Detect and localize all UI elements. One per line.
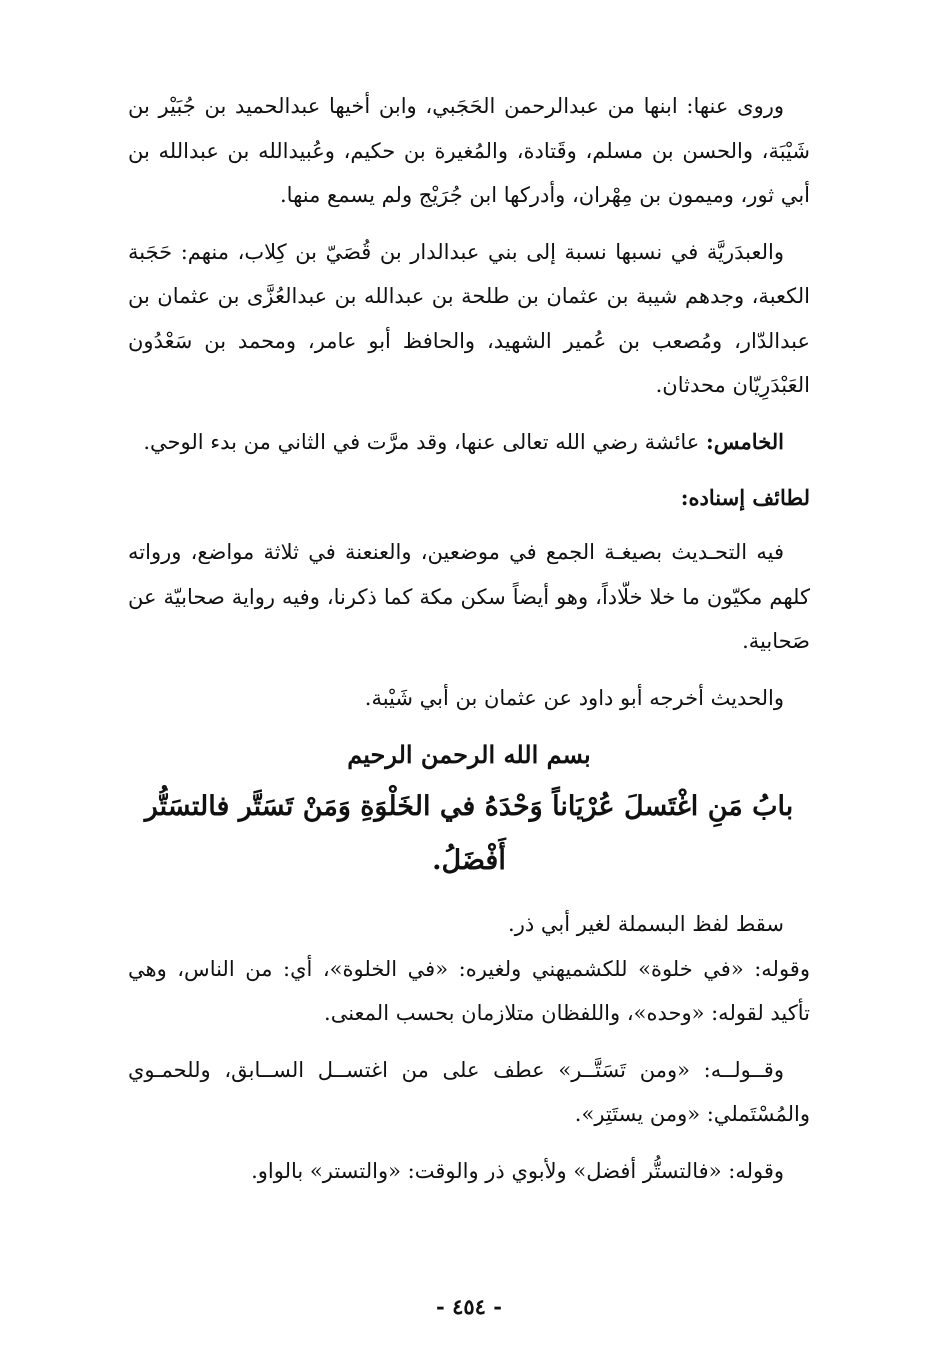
paragraph-isnad-notes: فيه التحـديث بصيغـة الجمع في موضعين، والعنعنة في ثلاثة مواضع، ورواته كلهم مكيّون ما خلا خلّاداً، وهو أيضاً سكن مكة كما ذكرنا، وفيه رواية صحابيّة عن صَحابية. [128,540,810,653]
fifth-body: عائشة رضي الله تعالى عنها، وقد مرَّت في الثاني من بدء الوحي. [143,429,707,454]
paragraph-wa-man-tasattar: وقــولــه: «ومن تَسَتَّــر» عطف على من اغتســل الســابق، وللحمـوي والمُسْتَملي: «ومن يستَتِر». [128,1057,810,1126]
paragraph-fifth-narrator [128,420,810,465]
chapter-title: بابُ مَنِ اغْتَسلَ عُرْيَاناً وَحْدَهُ في الخَلْوَةِ وَمَنْ تَسَتَّر فالتسَتُّر أَفْضَلُ. [144,791,794,876]
paragraph-fi-khalwa: وقوله: «في خلوة» للكشميهني ولغيره: «في الخلوة»، أي: من الناس، وهي تأكيد لقوله: «وحده»، واللفظان متلازمان بحسب المعنى. [128,956,810,1025]
paragraph-narrators: وروى عنها: ابنها من عبدالرحمن الحَجَبي، وابن أخيها عبدالحميد بن جُبَيْر بن شَيْبَة، والحسن بن مسلم، وقَتادة، والمُغيرة بن حكيم، وعُبيدالله بن عبدالله بن أبي ثور، وميمون بن مِهْران، وأدركها ابن جُرَيْج ولم يسمع منها. [128,94,810,207]
paragraph-basmala-note: سقط لفظ البسملة لغير أبي ذر. [508,912,784,936]
page-number: - ٤٥٤ - [436,1294,502,1319]
paragraph-tasattur-afdal: وقوله: «فالتستُّر أفضل» ولأبوي ذر والوقت: «والتستر» بالواو. [251,1158,784,1183]
section-heading-lataif: لطائف إسناده: [680,485,810,510]
fifth-label: الخامس: [706,428,784,454]
paragraph-abdari-lineage: والعبدَريَّة في نسبها نسبة إلى بني عبدالدار بن قُصَيّ بن كِلاب، منهم: حَجَبة الكعبة، وجدهم شيبة بن عثمان بن طلحة بن عبدالله بن عبدالعُزَّى بن عثمان بن عبدالدّار، ومُصعب بن عُمير الشهيد، والحافظ أبو عامر، ومحمد بن سَعْدُون العَبْدَرِيّان محدثان. [128,239,810,397]
paragraph-abu-dawud: والحديث أخرجه أبو داود عن عثمان بن أبي شَيْبة. [364,685,784,710]
basmala: بسم الله الرحمن الرحيم [347,740,591,769]
